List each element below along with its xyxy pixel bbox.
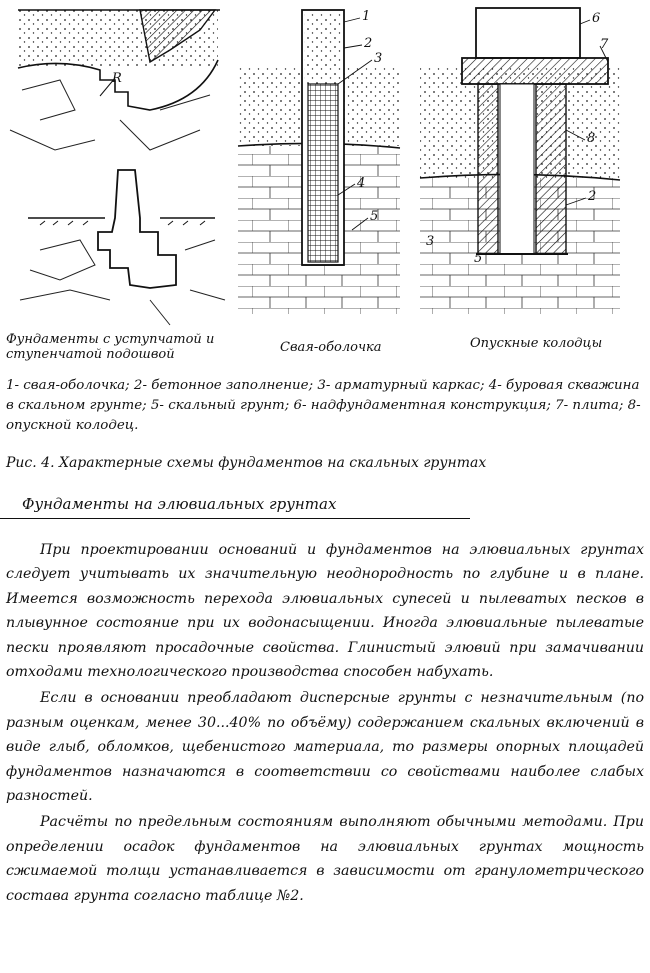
body-text [6,538,644,910]
figure-legend: 1- свая-оболочка; 2- бетонное заполнение; 3- арматурный каркас; 4- буровая скважина в скальном грунте; 5- скальный грунт; 6- надфундаментная конструкция; 7- плита; 8- опускной колодец. [6,378,641,433]
label-2: 2 [364,36,373,51]
caption-stepped-foundations: Фундаменты с уступчатой и ступенчатой подошвой [6,332,215,362]
label-1: 1 [362,9,371,24]
paragraph-2: Если в основании преобладают дисперсные грунты с незначительным (по разным оценкам, менее 30...40% по объёму) содержанием скальных включений в виде глыб, обломков, щебенистого материала, то размеры опорных площадей фундаментов назначаются в соответствии со свойствами наиболее слабых разностей. [6,690,644,805]
label-6: 6 [592,11,601,26]
foundation-schemes-figure [0,0,650,330]
stepped-foundation-sketch-bottom [20,170,225,325]
label-5b: 5 [474,251,483,266]
label-2b: 2 [588,189,597,204]
radius-label: R [112,71,122,86]
paragraph-1: При проектировании оснований и фундаментов на элювиальных грунтах следует учитывать их значительную неоднородность по глубине и в плане. Имеется возможность перехода элювиальных супесей и пылеватых песков в плывунное состояние при их водонасыщении. Иногда элювиальные пылеватые пески проявляют просадочные свойства. Глинистый элювий при замачивании отходами технологического производства способен набухать. [6,542,644,681]
section-title-underline [0,518,470,519]
caption-shell-pile: Свая-оболочка [280,340,382,355]
label-4: 4 [357,176,366,191]
stepped-foundation-sketch-top [10,10,220,150]
shell-pile-sketch [238,9,400,314]
label-8: 8 [587,131,596,146]
label-5: 5 [370,209,379,224]
label-3: 3 [374,51,383,66]
label-3b: 3 [426,234,435,249]
label-7: 7 [600,37,609,52]
caption-caissons: Опускные колодцы [470,336,603,351]
paragraph-3: Расчёты по предельным состояниям выполняют обычными методами. При определении осадок фундаментов на элювиальных грунтах мощность сжимаемой толщи устанавливается в зависимости от гранулометрического состава грунта согласно таблице №2. [6,814,644,904]
figure-caption: Рис. 4. Характерные схемы фундаментов на скальных грунтах [6,455,487,471]
caisson-sketch [420,8,620,314]
section-title: Фундаменты на элювиальных грунтах [22,495,337,513]
